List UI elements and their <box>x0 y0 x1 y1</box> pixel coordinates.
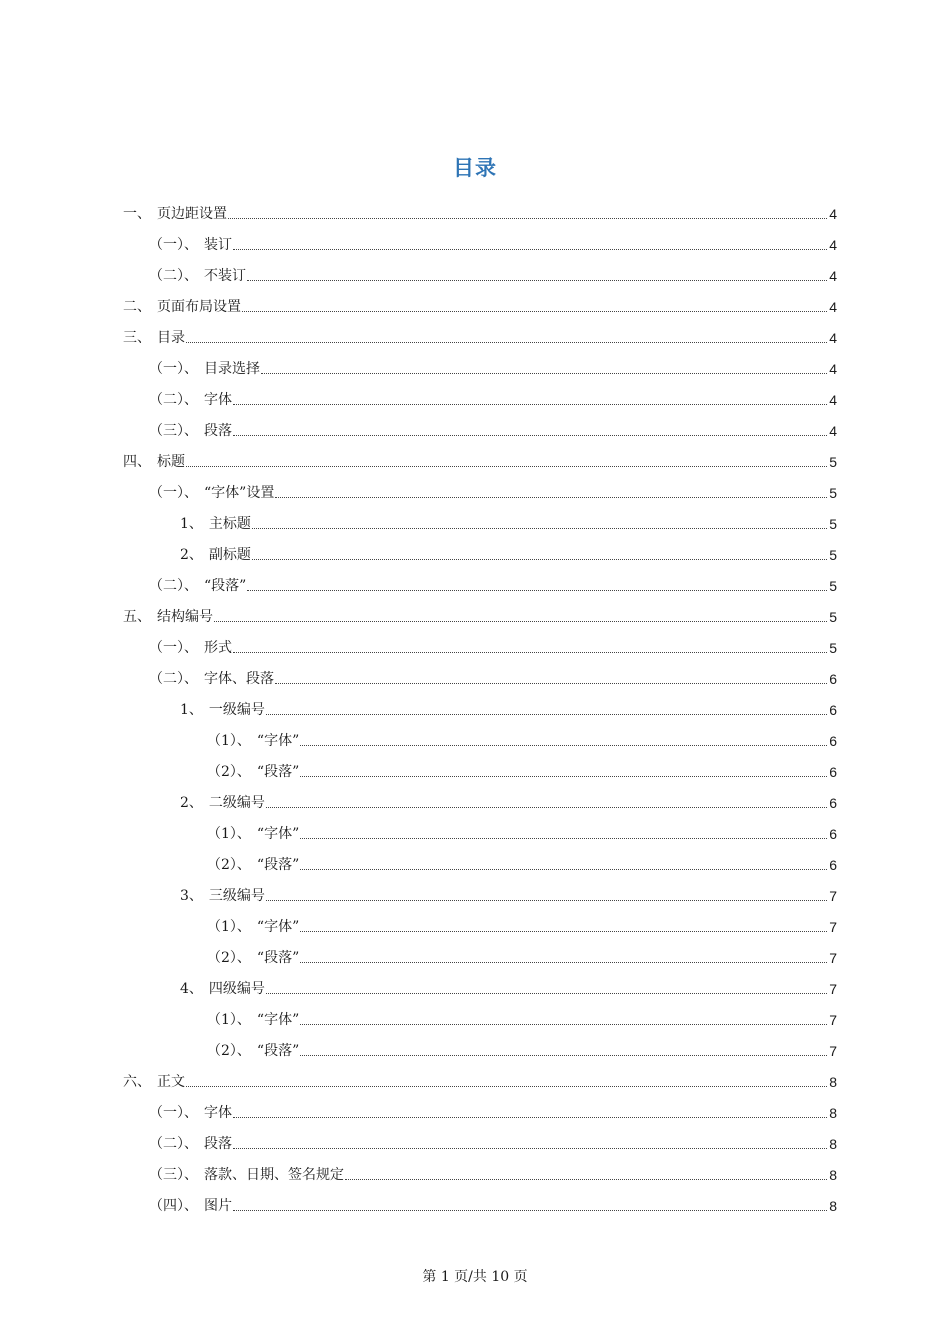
toc-dot-leader <box>186 1086 827 1087</box>
toc-entry-text: 目录选择 <box>204 361 260 377</box>
toc-dot-leader <box>214 621 827 622</box>
toc-entry[interactable] <box>123 409 837 440</box>
toc-entry-text: 副标题 <box>208 547 251 563</box>
toc-dot-leader <box>266 714 827 715</box>
toc-entry-page-number: 7 <box>829 950 837 966</box>
toc-entry-page-number: 8 <box>829 1136 837 1152</box>
toc-entry[interactable] <box>123 750 837 781</box>
toc-entry-text: 段落 <box>204 423 232 439</box>
toc-entry-number: （2）、 <box>207 857 251 873</box>
toc-dot-leader <box>266 993 827 994</box>
toc-dot-leader <box>300 838 827 839</box>
toc-entry[interactable] <box>123 812 837 843</box>
toc-entry[interactable] <box>123 998 837 1029</box>
toc-entry[interactable] <box>123 564 837 595</box>
toc-entry-page-number: 4 <box>829 237 837 253</box>
toc-dot-leader <box>300 931 827 932</box>
toc-entry-number: （2）、 <box>207 950 251 966</box>
page-footer: 第 1 页/共 10 页 <box>422 1269 528 1285</box>
toc-dot-leader <box>233 435 827 436</box>
toc-entry-text: 目录 <box>157 330 185 346</box>
toc-entry-text: 字体、段落 <box>204 671 274 687</box>
toc-entry-number: 六、 <box>123 1074 151 1090</box>
toc-dot-leader <box>266 807 827 808</box>
toc-entry-text: 一级编号 <box>208 702 265 718</box>
toc-entry-number: （四）、 <box>149 1198 198 1214</box>
toc-entry-text: “字体” <box>256 826 300 842</box>
toc-entry-number: （一）、 <box>149 485 198 501</box>
toc-dot-leader <box>252 559 827 560</box>
toc-entry-text: 段落 <box>204 1136 232 1152</box>
toc-entry[interactable] <box>123 223 837 254</box>
toc-entry[interactable] <box>123 688 837 719</box>
toc-entry[interactable] <box>123 1060 837 1091</box>
toc-entry-text: 字体 <box>204 392 232 408</box>
toc-entry[interactable] <box>123 471 837 502</box>
toc-entry-number: （一）、 <box>149 237 198 253</box>
toc-entry[interactable] <box>123 1153 837 1184</box>
toc-entry-number: （二）、 <box>149 1136 198 1152</box>
toc-entry-page-number: 4 <box>829 330 837 346</box>
toc-entry-number: （1）、 <box>207 826 251 842</box>
toc-entry-page-number: 4 <box>829 268 837 284</box>
toc-entry-page-number: 4 <box>829 361 837 377</box>
toc-entry-page-number: 5 <box>829 485 837 501</box>
toc-entry[interactable] <box>123 719 837 750</box>
toc-entry-text: 图片 <box>204 1198 232 1214</box>
toc-entry-text: 主标题 <box>208 516 251 532</box>
toc-entry-page-number: 8 <box>829 1074 837 1090</box>
toc-entry-text: 二级编号 <box>208 795 265 811</box>
toc-entry-text: “段落” <box>256 1043 300 1059</box>
toc-dot-leader <box>233 1148 827 1149</box>
toc-entry-text: 三级编号 <box>208 888 265 904</box>
toc-entry-page-number: 6 <box>829 764 837 780</box>
toc-dot-leader <box>300 776 827 777</box>
toc-entry-text: “字体” <box>256 733 300 749</box>
toc-entry-number: 1、 <box>180 702 203 718</box>
toc-entry-number: （二）、 <box>149 578 198 594</box>
toc-dot-leader <box>233 652 827 653</box>
toc-entry-number: 2、 <box>180 795 203 811</box>
toc-entry-text: “段落” <box>256 857 300 873</box>
toc-entry[interactable] <box>123 781 837 812</box>
toc-entry[interactable] <box>123 192 837 223</box>
toc-entry-text: 落款、日期、签名规定 <box>204 1167 344 1183</box>
toc-entry-text: “段落” <box>256 950 300 966</box>
toc-entry[interactable] <box>123 347 837 378</box>
toc-entry-number: 一、 <box>123 206 151 222</box>
toc-entry-page-number: 7 <box>829 1043 837 1059</box>
toc-entry-text: “段落” <box>204 578 247 594</box>
toc-entry[interactable] <box>123 285 837 316</box>
toc-dot-leader <box>300 745 827 746</box>
toc-entry[interactable] <box>123 967 837 998</box>
toc-entry-number: （1）、 <box>207 733 251 749</box>
toc-list <box>123 192 837 1215</box>
toc-entry-text: “段落” <box>256 764 300 780</box>
toc-entry-page-number: 8 <box>829 1105 837 1121</box>
toc-title: 目录 <box>453 156 497 180</box>
toc-entry-page-number: 7 <box>829 981 837 997</box>
toc-entry[interactable] <box>123 378 837 409</box>
toc-dot-leader <box>345 1179 827 1180</box>
toc-entry-page-number: 6 <box>829 671 837 687</box>
toc-entry-page-number: 5 <box>829 609 837 625</box>
toc-dot-leader <box>300 1055 827 1056</box>
toc-entry-number: （1）、 <box>207 1012 251 1028</box>
toc-entry-number: （二）、 <box>149 392 198 408</box>
toc-entry-page-number: 7 <box>829 1012 837 1028</box>
toc-entry-page-number: 7 <box>829 888 837 904</box>
toc-dot-leader <box>228 218 827 219</box>
toc-entry-text: 装订 <box>204 237 232 253</box>
toc-entry-text: 正文 <box>157 1074 185 1090</box>
toc-dot-leader <box>186 342 827 343</box>
toc-dot-leader <box>242 311 827 312</box>
toc-dot-leader <box>233 1117 827 1118</box>
toc-entry[interactable] <box>123 657 837 688</box>
toc-dot-leader <box>275 497 827 498</box>
toc-entry-text: 结构编号 <box>157 609 213 625</box>
toc-entry-number: 三、 <box>123 330 151 346</box>
toc-entry-page-number: 5 <box>829 640 837 656</box>
toc-dot-leader <box>261 373 827 374</box>
toc-entry-text: 形式 <box>204 640 232 656</box>
toc-entry-number: （一）、 <box>149 1105 198 1121</box>
toc-entry-page-number: 6 <box>829 702 837 718</box>
toc-entry[interactable] <box>123 874 837 905</box>
toc-entry-number: （2）、 <box>207 1043 251 1059</box>
toc-dot-leader <box>233 1210 827 1211</box>
toc-entry-number: 4、 <box>180 981 203 997</box>
toc-entry-page-number: 4 <box>829 423 837 439</box>
toc-dot-leader <box>266 900 827 901</box>
toc-entry-page-number: 8 <box>829 1198 837 1214</box>
toc-dot-leader <box>275 683 827 684</box>
toc-entry[interactable] <box>123 254 837 285</box>
toc-entry-page-number: 4 <box>829 206 837 222</box>
toc-entry-page-number: 7 <box>829 919 837 935</box>
toc-entry[interactable] <box>123 595 837 626</box>
toc-entry-page-number: 5 <box>829 454 837 470</box>
toc-entry-number: （三）、 <box>149 423 198 439</box>
toc-entry-text: 字体 <box>204 1105 232 1121</box>
toc-entry-number: （2）、 <box>207 764 251 780</box>
toc-entry-number: 3、 <box>180 888 203 904</box>
toc-dot-leader <box>252 528 827 529</box>
toc-entry-number: （二）、 <box>149 268 198 284</box>
toc-entry-number: 四、 <box>123 454 151 470</box>
toc-entry[interactable] <box>123 626 837 657</box>
toc-entry[interactable] <box>123 1122 837 1153</box>
toc-entry-text: 页面布局设置 <box>157 299 241 315</box>
toc-entry[interactable] <box>123 1184 837 1215</box>
toc-entry-page-number: 6 <box>829 795 837 811</box>
toc-entry[interactable] <box>123 1029 837 1060</box>
toc-dot-leader <box>186 466 827 467</box>
toc-entry[interactable] <box>123 316 837 347</box>
toc-entry-page-number: 5 <box>829 578 837 594</box>
toc-entry-text: 标题 <box>157 454 185 470</box>
toc-dot-leader <box>300 962 827 963</box>
toc-entry-text: “字体”设置 <box>204 485 275 501</box>
toc-entry[interactable] <box>123 502 837 533</box>
toc-entry[interactable] <box>123 905 837 936</box>
toc-dot-leader <box>247 590 827 591</box>
toc-entry[interactable] <box>123 936 837 967</box>
toc-dot-leader <box>233 404 827 405</box>
toc-entry-number: 二、 <box>123 299 151 315</box>
toc-entry-page-number: 5 <box>829 516 837 532</box>
toc-entry[interactable] <box>123 533 837 564</box>
toc-entry-page-number: 8 <box>829 1167 837 1183</box>
toc-entry-number: （一）、 <box>149 361 198 377</box>
toc-entry-number: （一）、 <box>149 640 198 656</box>
toc-entry-page-number: 5 <box>829 547 837 563</box>
toc-dot-leader <box>300 1024 827 1025</box>
toc-dot-leader <box>233 249 827 250</box>
toc-entry-text: 四级编号 <box>208 981 265 997</box>
toc-entry-page-number: 6 <box>829 857 837 873</box>
toc-entry-page-number: 4 <box>829 392 837 408</box>
toc-entry-page-number: 4 <box>829 299 837 315</box>
toc-entry[interactable] <box>123 440 837 471</box>
toc-entry-number: （二）、 <box>149 671 198 687</box>
toc-entry-number: （1）、 <box>207 919 251 935</box>
toc-entry-number: 2、 <box>180 547 203 563</box>
toc-entry-number: （三）、 <box>149 1167 198 1183</box>
toc-entry[interactable] <box>123 843 837 874</box>
toc-entry-text: “字体” <box>256 1012 300 1028</box>
toc-dot-leader <box>300 869 827 870</box>
toc-entry-number: 1、 <box>180 516 203 532</box>
toc-entry-page-number: 6 <box>829 826 837 842</box>
toc-entry-text: 不装订 <box>204 268 246 284</box>
toc-entry-text: 页边距设置 <box>157 206 227 222</box>
toc-dot-leader <box>247 280 827 281</box>
toc-entry-text: “字体” <box>256 919 300 935</box>
toc-entry[interactable] <box>123 1091 837 1122</box>
toc-entry-number: 五、 <box>123 609 151 625</box>
toc-entry-page-number: 6 <box>829 733 837 749</box>
